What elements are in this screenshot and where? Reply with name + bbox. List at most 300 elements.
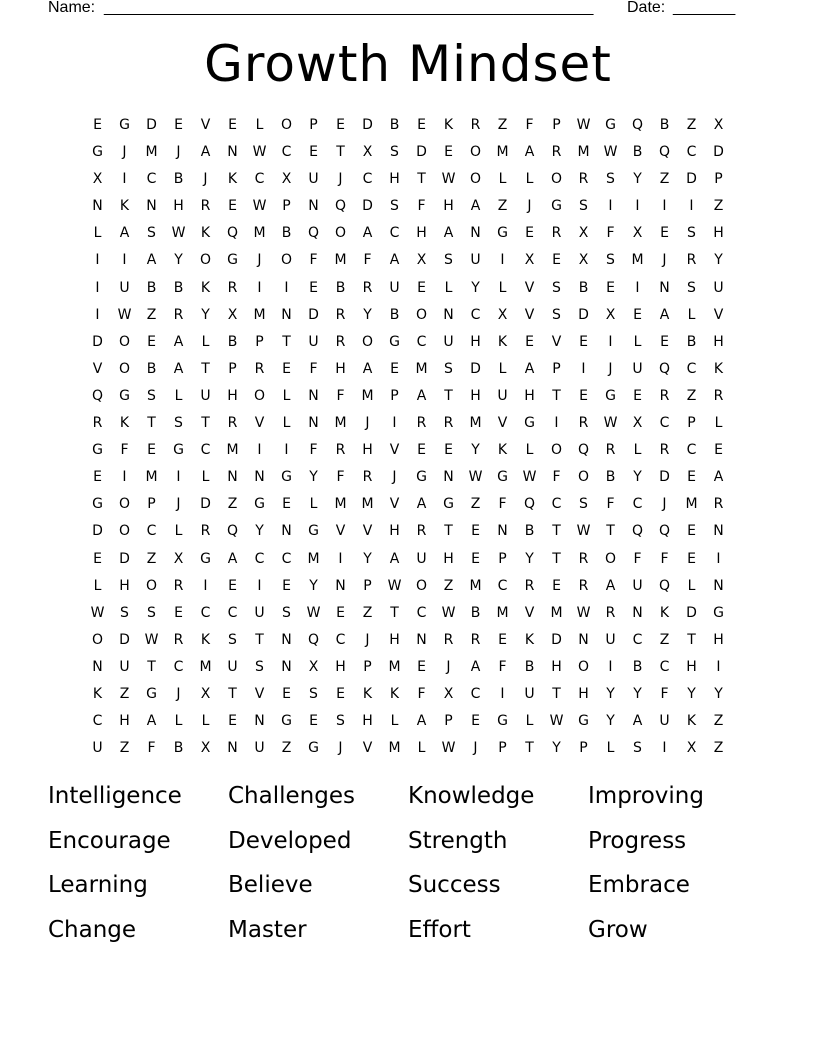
grid-cell: N — [497, 523, 508, 540]
grid-cell: C — [281, 144, 292, 161]
grid-cell: J — [473, 740, 478, 757]
word-list-item: Change — [48, 916, 137, 943]
grid-cell: G — [92, 496, 103, 513]
grid-cell: Y — [552, 740, 561, 757]
grid-cell: W — [522, 469, 537, 486]
grid-cell: E — [444, 442, 453, 459]
grid-cell: R — [200, 523, 211, 540]
grid-cell: R — [578, 550, 589, 567]
grid-cell: A — [416, 387, 427, 404]
grid-cell: E — [93, 117, 102, 133]
grid-cell: V — [200, 117, 211, 133]
grid-cell: V — [524, 306, 535, 323]
grid-cell: D — [686, 604, 697, 621]
grid-cell: H — [173, 198, 184, 215]
grid-cell: E — [525, 225, 534, 242]
grid-cell: M — [334, 415, 347, 432]
grid-cell: V — [254, 415, 265, 432]
grid-cell: B — [578, 279, 589, 296]
grid-cell: E — [282, 496, 291, 513]
grid-cell: I — [203, 577, 208, 594]
grid-cell: V — [389, 496, 400, 513]
grid-cell: R — [713, 387, 724, 404]
grid-cell: L — [633, 333, 642, 350]
grid-cell: H — [335, 360, 346, 377]
grid-cell: K — [713, 360, 724, 377]
grid-cell: A — [173, 333, 184, 350]
grid-cell: B — [173, 171, 184, 188]
grid-cell: B — [632, 658, 643, 675]
grid-cell: L — [687, 577, 696, 594]
grid-cell: E — [147, 333, 156, 350]
grid-cell: S — [336, 713, 345, 730]
grid-cell: M — [145, 469, 158, 486]
grid-cell: H — [713, 333, 724, 350]
grid-cell: Y — [309, 577, 318, 594]
grid-cell: U — [632, 577, 643, 594]
grid-cell: V — [254, 685, 265, 702]
grid-cell: C — [659, 415, 670, 432]
word-list-item: Believe — [228, 872, 313, 898]
grid-cell: H — [470, 333, 481, 350]
grid-cell: C — [362, 171, 373, 188]
grid-cell: E — [336, 604, 345, 621]
grid-cell: F — [606, 225, 615, 242]
grid-cell: U — [308, 333, 319, 350]
grid-cell: D — [659, 469, 670, 486]
grid-cell: G — [281, 713, 292, 730]
grid-cell: I — [608, 333, 613, 350]
grid-cell: S — [147, 225, 156, 242]
grid-cell: H — [578, 685, 589, 702]
grid-cell: S — [390, 198, 399, 215]
grid-cell: D — [686, 171, 697, 188]
grid-cell: O — [604, 550, 617, 567]
grid-cell: R — [605, 604, 616, 621]
grid-cell: M — [199, 658, 212, 675]
grid-cell: E — [471, 550, 480, 567]
grid-cell: P — [309, 117, 318, 133]
grid-cell: W — [441, 171, 456, 188]
grid-cell: E — [147, 442, 156, 459]
grid-cell: N — [254, 713, 265, 730]
grid-cell: T — [552, 387, 561, 404]
grid-cell: N — [578, 631, 589, 648]
grid-cell: E — [660, 333, 669, 350]
grid-cell: P — [498, 550, 507, 567]
date-label: Date: — [627, 0, 666, 16]
grid-cell: Q — [226, 225, 239, 242]
grid-cell: Q — [658, 144, 671, 161]
grid-cell: J — [365, 631, 370, 648]
grid-cell: L — [201, 713, 210, 730]
grid-cell: I — [338, 550, 343, 567]
grid-cell: L — [201, 333, 210, 350]
grid-cell: R — [335, 306, 346, 323]
grid-cell: D — [146, 117, 157, 133]
grid-cell: Q — [658, 577, 671, 594]
grid-cell: U — [200, 387, 211, 404]
grid-cell: J — [608, 360, 613, 377]
grid-cell: W — [252, 144, 267, 161]
grid-cell: M — [334, 252, 347, 269]
grid-cell: W — [549, 713, 564, 730]
grid-cell: E — [687, 550, 696, 567]
grid-cell: H — [416, 225, 427, 242]
grid-cell: R — [659, 442, 670, 459]
grid-cell: R — [470, 117, 481, 133]
grid-cell: J — [122, 144, 127, 161]
grid-cell: L — [255, 117, 264, 133]
grid-cell: N — [227, 469, 238, 486]
grid-cell: T — [390, 604, 399, 621]
grid-cell: E — [417, 658, 426, 675]
grid-cell: Y — [471, 279, 480, 296]
grid-cell: P — [552, 117, 561, 133]
grid-cell: L — [525, 442, 534, 459]
grid-cell: H — [443, 550, 454, 567]
grid-cell: D — [92, 333, 103, 350]
grid-cell: J — [527, 198, 532, 215]
grid-cell: E — [579, 387, 588, 404]
grid-cell: I — [257, 279, 262, 296]
grid-cell: Y — [309, 469, 318, 486]
grid-cell: S — [552, 279, 561, 296]
grid-cell: P — [498, 740, 507, 757]
grid-cell: G — [578, 713, 589, 730]
grid-cell: C — [416, 333, 427, 350]
grid-cell: I — [554, 415, 559, 432]
grid-cell: N — [281, 523, 292, 540]
grid-cell: R — [227, 279, 238, 296]
grid-cell: U — [713, 279, 724, 296]
word-list-item: Challenges — [228, 783, 355, 809]
grid-cell: N — [659, 279, 670, 296]
grid-cell: F — [633, 550, 642, 567]
grid-cell: X — [605, 306, 616, 323]
grid-cell: B — [659, 117, 670, 133]
grid-cell: I — [689, 198, 694, 215]
grid-cell: G — [281, 469, 292, 486]
grid-cell: R — [173, 577, 184, 594]
grid-cell: A — [119, 225, 130, 242]
grid-cell: U — [119, 279, 130, 296]
grid-cell: I — [122, 171, 127, 188]
grid-cell: E — [417, 442, 426, 459]
grid-cell: O — [118, 523, 131, 540]
grid-cell: I — [500, 252, 505, 269]
grid-cell: W — [306, 604, 321, 621]
grid-cell: S — [309, 685, 318, 702]
grid-cell: Z — [146, 550, 157, 567]
grid-cell: Y — [255, 523, 264, 540]
grid-cell: H — [119, 713, 130, 730]
grid-cell: X — [281, 171, 292, 188]
grid-cell: L — [282, 387, 291, 404]
grid-cell: Q — [523, 496, 536, 513]
grid-cell: I — [608, 658, 613, 675]
grid-cell: R — [335, 333, 346, 350]
grid-cell: O — [280, 117, 293, 133]
grid-cell: F — [363, 252, 372, 269]
grid-cell: M — [469, 577, 482, 594]
grid-cell: Z — [281, 740, 292, 757]
grid-cell: M — [145, 144, 158, 161]
grid-cell: Z — [659, 631, 670, 648]
grid-cell: F — [309, 442, 318, 459]
grid-cell: I — [257, 442, 262, 459]
grid-cell: K — [659, 604, 670, 621]
grid-cell: W — [603, 144, 618, 161]
grid-cell: C — [254, 550, 265, 567]
grid-cell: R — [362, 469, 373, 486]
grid-cell: X — [443, 685, 454, 702]
grid-cell: Q — [658, 523, 671, 540]
grid-cell: N — [308, 198, 319, 215]
grid-cell: R — [578, 171, 589, 188]
grid-cell: Q — [631, 523, 644, 540]
grid-cell: W — [441, 740, 456, 757]
grid-cell: G — [200, 550, 211, 567]
grid-cell: E — [282, 685, 291, 702]
grid-cell: C — [254, 171, 265, 188]
grid-cell: C — [686, 144, 697, 161]
grid-cell: D — [470, 360, 481, 377]
grid-cell: U — [470, 252, 481, 269]
grid-cell: D — [551, 631, 562, 648]
grid-cell: B — [146, 360, 157, 377]
grid-cell: L — [174, 713, 183, 730]
grid-cell: I — [95, 306, 100, 323]
grid-cell: X — [632, 225, 643, 242]
grid-cell: U — [227, 658, 238, 675]
grid-cell: E — [660, 225, 669, 242]
grid-cell: N — [227, 740, 238, 757]
grid-cell: P — [228, 360, 237, 377]
grid-cell: O — [253, 387, 266, 404]
grid-cell: H — [686, 658, 697, 675]
grid-cell: A — [470, 658, 481, 675]
grid-cell: Z — [227, 496, 238, 513]
grid-cell: E — [228, 198, 237, 215]
grid-cell: S — [687, 225, 696, 242]
grid-cell: Y — [714, 685, 723, 702]
grid-cell: O — [361, 333, 374, 350]
grid-cell: W — [144, 631, 159, 648]
grid-cell: S — [255, 658, 264, 675]
grid-cell: Z — [659, 171, 670, 188]
word-list-item: Improving — [588, 783, 704, 809]
grid-cell: J — [176, 685, 181, 702]
grid-cell: Q — [658, 360, 671, 377]
grid-cell: H — [551, 658, 562, 675]
grid-cell: D — [362, 198, 373, 215]
grid-cell: R — [173, 631, 184, 648]
grid-cell: U — [443, 333, 454, 350]
grid-cell: H — [470, 387, 481, 404]
grid-cell: X — [362, 144, 373, 161]
grid-cell: C — [470, 685, 481, 702]
grid-cell: N — [254, 469, 265, 486]
grid-cell: H — [335, 658, 346, 675]
grid-cell: U — [308, 171, 319, 188]
grid-cell: Y — [174, 252, 183, 269]
grid-cell: P — [552, 360, 561, 377]
grid-cell: R — [335, 442, 346, 459]
grid-cell: O — [334, 225, 347, 242]
grid-cell: O — [469, 171, 482, 188]
grid-cell: S — [444, 360, 453, 377]
grid-cell: W — [603, 415, 618, 432]
grid-cell: R — [173, 306, 184, 323]
grid-cell: L — [498, 279, 507, 296]
grid-cell: H — [524, 387, 535, 404]
letter-grid — [84, 112, 732, 762]
grid-cell: C — [416, 604, 427, 621]
grid-cell: K — [227, 171, 238, 188]
grid-cell: L — [309, 496, 318, 513]
grid-cell: K — [200, 225, 211, 242]
grid-cell: Z — [497, 198, 508, 215]
grid-cell: J — [338, 171, 343, 188]
grid-cell: V — [335, 523, 346, 540]
grid-cell: E — [606, 279, 615, 296]
grid-cell: S — [282, 604, 291, 621]
grid-cell: U — [389, 279, 400, 296]
grid-cell: I — [257, 577, 262, 594]
grid-cell: E — [552, 252, 561, 269]
grid-cell: G — [308, 740, 319, 757]
date-blank-line: _______ — [673, 0, 736, 16]
grid-cell: T — [255, 631, 264, 648]
grid-cell: Z — [119, 740, 130, 757]
grid-cell: Z — [713, 713, 724, 730]
grid-cell: W — [576, 523, 591, 540]
grid-cell: O — [577, 658, 590, 675]
grid-cell: Z — [686, 387, 697, 404]
word-list-item: Developed — [228, 827, 352, 854]
grid-cell: G — [308, 523, 319, 540]
grid-cell: I — [581, 360, 586, 377]
grid-cell: M — [631, 252, 644, 269]
grid-cell: S — [120, 604, 129, 621]
grid-cell: F — [660, 550, 669, 567]
grid-cell: O — [199, 252, 212, 269]
grid-cell: N — [443, 469, 454, 486]
grid-cell: T — [552, 523, 561, 540]
grid-cell: E — [309, 713, 318, 730]
grid-cell: R — [254, 360, 265, 377]
grid-cell: N — [308, 415, 319, 432]
grid-cell: C — [146, 523, 157, 540]
grid-cell: G — [389, 333, 400, 350]
grid-cell: F — [498, 496, 507, 513]
grid-cell: O — [118, 333, 131, 350]
grid-cell: K — [389, 685, 400, 702]
grid-cell: S — [606, 252, 615, 269]
grid-cell: R — [551, 144, 562, 161]
grid-cell: X — [497, 306, 508, 323]
grid-cell: Y — [606, 713, 615, 730]
grid-cell: R — [416, 523, 427, 540]
grid-cell: J — [176, 144, 181, 161]
grid-cell: L — [390, 713, 399, 730]
grid-cell: B — [227, 333, 238, 350]
grid-cell: L — [498, 171, 507, 188]
grid-cell: M — [253, 225, 266, 242]
grid-cell: E — [93, 469, 102, 486]
grid-cell: U — [524, 685, 535, 702]
grid-cell: R — [443, 415, 454, 432]
grid-cell: M — [361, 496, 374, 513]
grid-cell: P — [282, 198, 291, 215]
grid-cell: F — [309, 360, 318, 377]
grid-cell: K — [686, 713, 697, 730]
grid-cell: O — [118, 496, 131, 513]
grid-cell: I — [122, 252, 127, 269]
grid-cell: E — [471, 523, 480, 540]
grid-cell: D — [416, 144, 427, 161]
grid-cell: D — [200, 496, 211, 513]
grid-cell: R — [227, 415, 238, 432]
grid-cell: V — [389, 442, 400, 459]
grid-cell: T — [228, 685, 237, 702]
grid-cell: O — [280, 252, 293, 269]
grid-cell: Y — [201, 306, 210, 323]
grid-cell: W — [117, 306, 132, 323]
grid-cell: W — [441, 604, 456, 621]
grid-cell: M — [226, 442, 239, 459]
grid-cell: L — [444, 279, 453, 296]
grid-cell: I — [635, 198, 640, 215]
grid-cell: M — [361, 387, 374, 404]
grid-cell: L — [498, 360, 507, 377]
grid-cell: U — [659, 713, 670, 730]
grid-cell: U — [254, 740, 265, 757]
grid-cell: W — [171, 225, 186, 242]
grid-cell: I — [608, 198, 613, 215]
grid-cell: R — [92, 415, 103, 432]
grid-cell: M — [388, 658, 401, 675]
grid-cell: D — [308, 306, 319, 323]
grid-cell: A — [443, 225, 454, 242]
grid-cell: Y — [606, 685, 615, 702]
grid-cell: A — [416, 713, 427, 730]
grid-cell: Z — [146, 306, 157, 323]
grid-cell: J — [176, 496, 181, 513]
grid-cell: Z — [362, 604, 373, 621]
grid-cell: G — [146, 685, 157, 702]
grid-cell: A — [362, 225, 373, 242]
grid-cell: G — [119, 387, 130, 404]
grid-cell: G — [92, 144, 103, 161]
grid-cell: P — [687, 415, 696, 432]
grid-cell: F — [336, 469, 345, 486]
grid-cell: Z — [686, 117, 697, 133]
grid-cell: E — [444, 144, 453, 161]
grid-cell: Q — [226, 523, 239, 540]
grid-cell: T — [444, 523, 453, 540]
grid-cell: X — [632, 415, 643, 432]
grid-cell: G — [443, 496, 454, 513]
grid-cell: H — [713, 225, 724, 242]
grid-cell: A — [605, 577, 616, 594]
grid-cell: L — [417, 740, 426, 757]
grid-cell: B — [632, 144, 643, 161]
grid-cell: K — [443, 117, 454, 133]
grid-cell: A — [146, 713, 157, 730]
grid-cell: O — [118, 360, 131, 377]
